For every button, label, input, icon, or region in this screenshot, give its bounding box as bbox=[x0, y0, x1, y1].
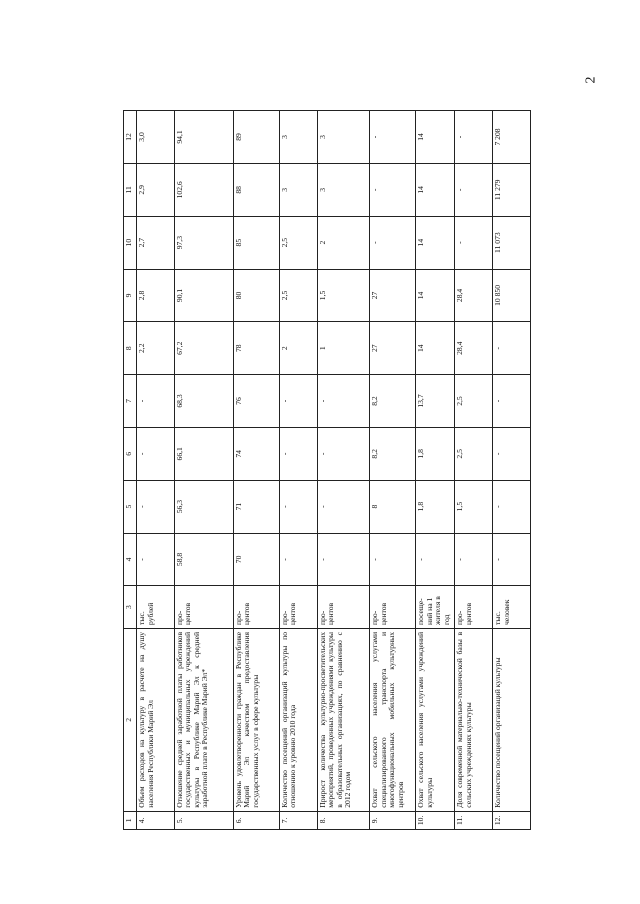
page-number: 2 bbox=[583, 76, 599, 84]
value-cell: 8,2 bbox=[370, 375, 416, 428]
row-number: 6. bbox=[233, 811, 279, 829]
value-cell: 2,5 bbox=[279, 216, 317, 269]
table-row bbox=[416, 111, 455, 830]
value-cell: - bbox=[493, 480, 531, 533]
unit-of-measure: тыс. человек bbox=[493, 586, 531, 629]
value-cell: 14 bbox=[416, 322, 455, 375]
value-cell: 1,5 bbox=[317, 269, 370, 322]
value-cell: - bbox=[279, 533, 317, 586]
value-cell: - bbox=[137, 480, 175, 533]
value-cell: - bbox=[317, 480, 370, 533]
value-cell: 66,1 bbox=[174, 427, 233, 480]
table-row bbox=[370, 111, 416, 830]
table-row bbox=[317, 111, 370, 830]
value-cell: 14 bbox=[416, 269, 455, 322]
value-cell: - bbox=[317, 533, 370, 586]
value-cell: - bbox=[279, 427, 317, 480]
value-cell: - bbox=[370, 216, 416, 269]
row-number: 10. bbox=[416, 811, 455, 829]
indicator-name: Охват сельского населения услугами специализированного транспорта и многофункциональных мобильных культурных центров bbox=[370, 628, 416, 811]
value-cell: - bbox=[455, 533, 493, 586]
unit-of-measure: про-центов bbox=[455, 586, 493, 629]
row-number: 8. bbox=[317, 811, 370, 829]
value-cell: - bbox=[317, 375, 370, 428]
value-cell: 78 bbox=[233, 322, 279, 375]
row-number: 11. bbox=[455, 811, 493, 829]
value-cell: 94,1 bbox=[174, 111, 233, 164]
value-cell: 8 bbox=[370, 480, 416, 533]
value-cell: 10 850 bbox=[493, 269, 531, 322]
column-header: 10 bbox=[124, 216, 137, 269]
value-cell: 1,5 bbox=[455, 480, 493, 533]
unit-of-measure: про-центов bbox=[174, 586, 233, 629]
value-cell: 56,3 bbox=[174, 480, 233, 533]
column-header: 7 bbox=[124, 375, 137, 428]
table-body bbox=[137, 111, 531, 830]
value-cell: 27 bbox=[370, 322, 416, 375]
indicator-name: Прирост количества культурно-просветительских мероприятий, проведенных учреждениями культуры в образовательных организациях, по сравнению с 2012 годом bbox=[317, 628, 370, 811]
value-cell: 1,8 bbox=[416, 427, 455, 480]
indicators-table bbox=[123, 110, 531, 830]
value-cell: - bbox=[137, 375, 175, 428]
value-cell: - bbox=[317, 427, 370, 480]
rotated-table-container bbox=[123, 110, 531, 830]
value-cell: - bbox=[370, 111, 416, 164]
value-cell: 14 bbox=[416, 216, 455, 269]
value-cell: 102,6 bbox=[174, 163, 233, 216]
value-cell: 28,4 bbox=[455, 322, 493, 375]
row-number: 7. bbox=[279, 811, 317, 829]
indicator-name: Уровень удовлетворенности граждан в Республике Марий Эл качеством предоставления государственных услуг в сфере культуры bbox=[233, 628, 279, 811]
table-row bbox=[233, 111, 279, 830]
value-cell: 3 bbox=[317, 163, 370, 216]
value-cell: 2,9 bbox=[137, 163, 175, 216]
value-cell: 88 bbox=[233, 163, 279, 216]
column-header: 9 bbox=[124, 269, 137, 322]
value-cell: - bbox=[455, 163, 493, 216]
value-cell: 11 279 bbox=[493, 163, 531, 216]
row-number: 9. bbox=[370, 811, 416, 829]
value-cell: - bbox=[137, 533, 175, 586]
value-cell: 89 bbox=[233, 111, 279, 164]
value-cell: 2,5 bbox=[279, 269, 317, 322]
table-row bbox=[174, 111, 233, 830]
value-cell: 80 bbox=[233, 269, 279, 322]
value-cell: - bbox=[370, 533, 416, 586]
value-cell: - bbox=[279, 375, 317, 428]
unit-of-measure: про-центов bbox=[370, 586, 416, 629]
value-cell: 76 bbox=[233, 375, 279, 428]
value-cell: 13,7 bbox=[416, 375, 455, 428]
table-row bbox=[279, 111, 317, 830]
value-cell: 2 bbox=[279, 322, 317, 375]
column-header: 4 bbox=[124, 533, 137, 586]
value-cell: 2 bbox=[317, 216, 370, 269]
column-header: 11 bbox=[124, 163, 137, 216]
value-cell: - bbox=[370, 163, 416, 216]
value-cell: 2,8 bbox=[137, 269, 175, 322]
value-cell: 11 073 bbox=[493, 216, 531, 269]
value-cell: - bbox=[455, 111, 493, 164]
unit-of-measure: про-центов bbox=[279, 586, 317, 629]
value-cell: - bbox=[279, 480, 317, 533]
value-cell: - bbox=[493, 375, 531, 428]
indicator-name: Охват сельского населения услугами учреждений культуры bbox=[416, 628, 455, 811]
row-number: 5. bbox=[174, 811, 233, 829]
indicator-name: Доля современной материально-технической базы в сельских учреждениях культуры bbox=[455, 628, 493, 811]
column-header: 12 bbox=[124, 111, 137, 164]
value-cell: - bbox=[493, 533, 531, 586]
value-cell: 3 bbox=[279, 163, 317, 216]
column-header: 1 bbox=[124, 811, 137, 829]
column-header: 8 bbox=[124, 322, 137, 375]
value-cell: 58,8 bbox=[174, 533, 233, 586]
value-cell: 2,5 bbox=[455, 427, 493, 480]
column-header: 6 bbox=[124, 427, 137, 480]
value-cell: 3 bbox=[317, 111, 370, 164]
value-cell: 14 bbox=[416, 111, 455, 164]
unit-of-measure: тыс. рублей bbox=[137, 586, 175, 629]
column-header: 5 bbox=[124, 480, 137, 533]
unit-of-measure: посеще-ний на 1 жителя в год bbox=[416, 586, 455, 629]
value-cell: 2,2 bbox=[137, 322, 175, 375]
value-cell: 28,4 bbox=[455, 269, 493, 322]
value-cell: 68,3 bbox=[174, 375, 233, 428]
unit-of-measure: про-центов bbox=[233, 586, 279, 629]
value-cell: - bbox=[455, 216, 493, 269]
table-row bbox=[137, 111, 175, 830]
value-cell: 2,7 bbox=[137, 216, 175, 269]
row-number: 12. bbox=[493, 811, 531, 829]
value-cell: 8,2 bbox=[370, 427, 416, 480]
value-cell: 1 bbox=[317, 322, 370, 375]
row-number: 4. bbox=[137, 811, 175, 829]
column-header: 3 bbox=[124, 586, 137, 629]
value-cell: 1,8 bbox=[416, 480, 455, 533]
indicator-name: Объем расходов на культуру в расчете на душу населения Республики Марий Эл bbox=[137, 628, 175, 811]
unit-of-measure: про-центов bbox=[317, 586, 370, 629]
indicator-name: Количество посещений организаций культуры bbox=[493, 628, 531, 811]
value-cell: 3,0 bbox=[137, 111, 175, 164]
value-cell: 70 bbox=[233, 533, 279, 586]
table-header-row bbox=[124, 111, 137, 830]
table-row bbox=[493, 111, 531, 830]
column-header: 2 bbox=[124, 628, 137, 811]
value-cell: - bbox=[493, 427, 531, 480]
value-cell: 3 bbox=[279, 111, 317, 164]
value-cell: - bbox=[416, 533, 455, 586]
value-cell: 71 bbox=[233, 480, 279, 533]
value-cell: 27 bbox=[370, 269, 416, 322]
value-cell: 74 bbox=[233, 427, 279, 480]
value-cell: 14 bbox=[416, 163, 455, 216]
value-cell: 85 bbox=[233, 216, 279, 269]
value-cell: - bbox=[137, 427, 175, 480]
value-cell: 67,2 bbox=[174, 322, 233, 375]
value-cell: - bbox=[493, 322, 531, 375]
value-cell: 7 208 bbox=[493, 111, 531, 164]
value-cell: 90,1 bbox=[174, 269, 233, 322]
indicator-name: Отношение средней заработной платы работников государственных и муниципальных учреждений культуры в Республике Марий Эл к средней заработной плате в Республике Марий Эл* bbox=[174, 628, 233, 811]
value-cell: 2,5 bbox=[455, 375, 493, 428]
indicator-name: Количество посещений организаций культуры по отношению к уровню 2010 года bbox=[279, 628, 317, 811]
table-row bbox=[455, 111, 493, 830]
value-cell: 97,3 bbox=[174, 216, 233, 269]
